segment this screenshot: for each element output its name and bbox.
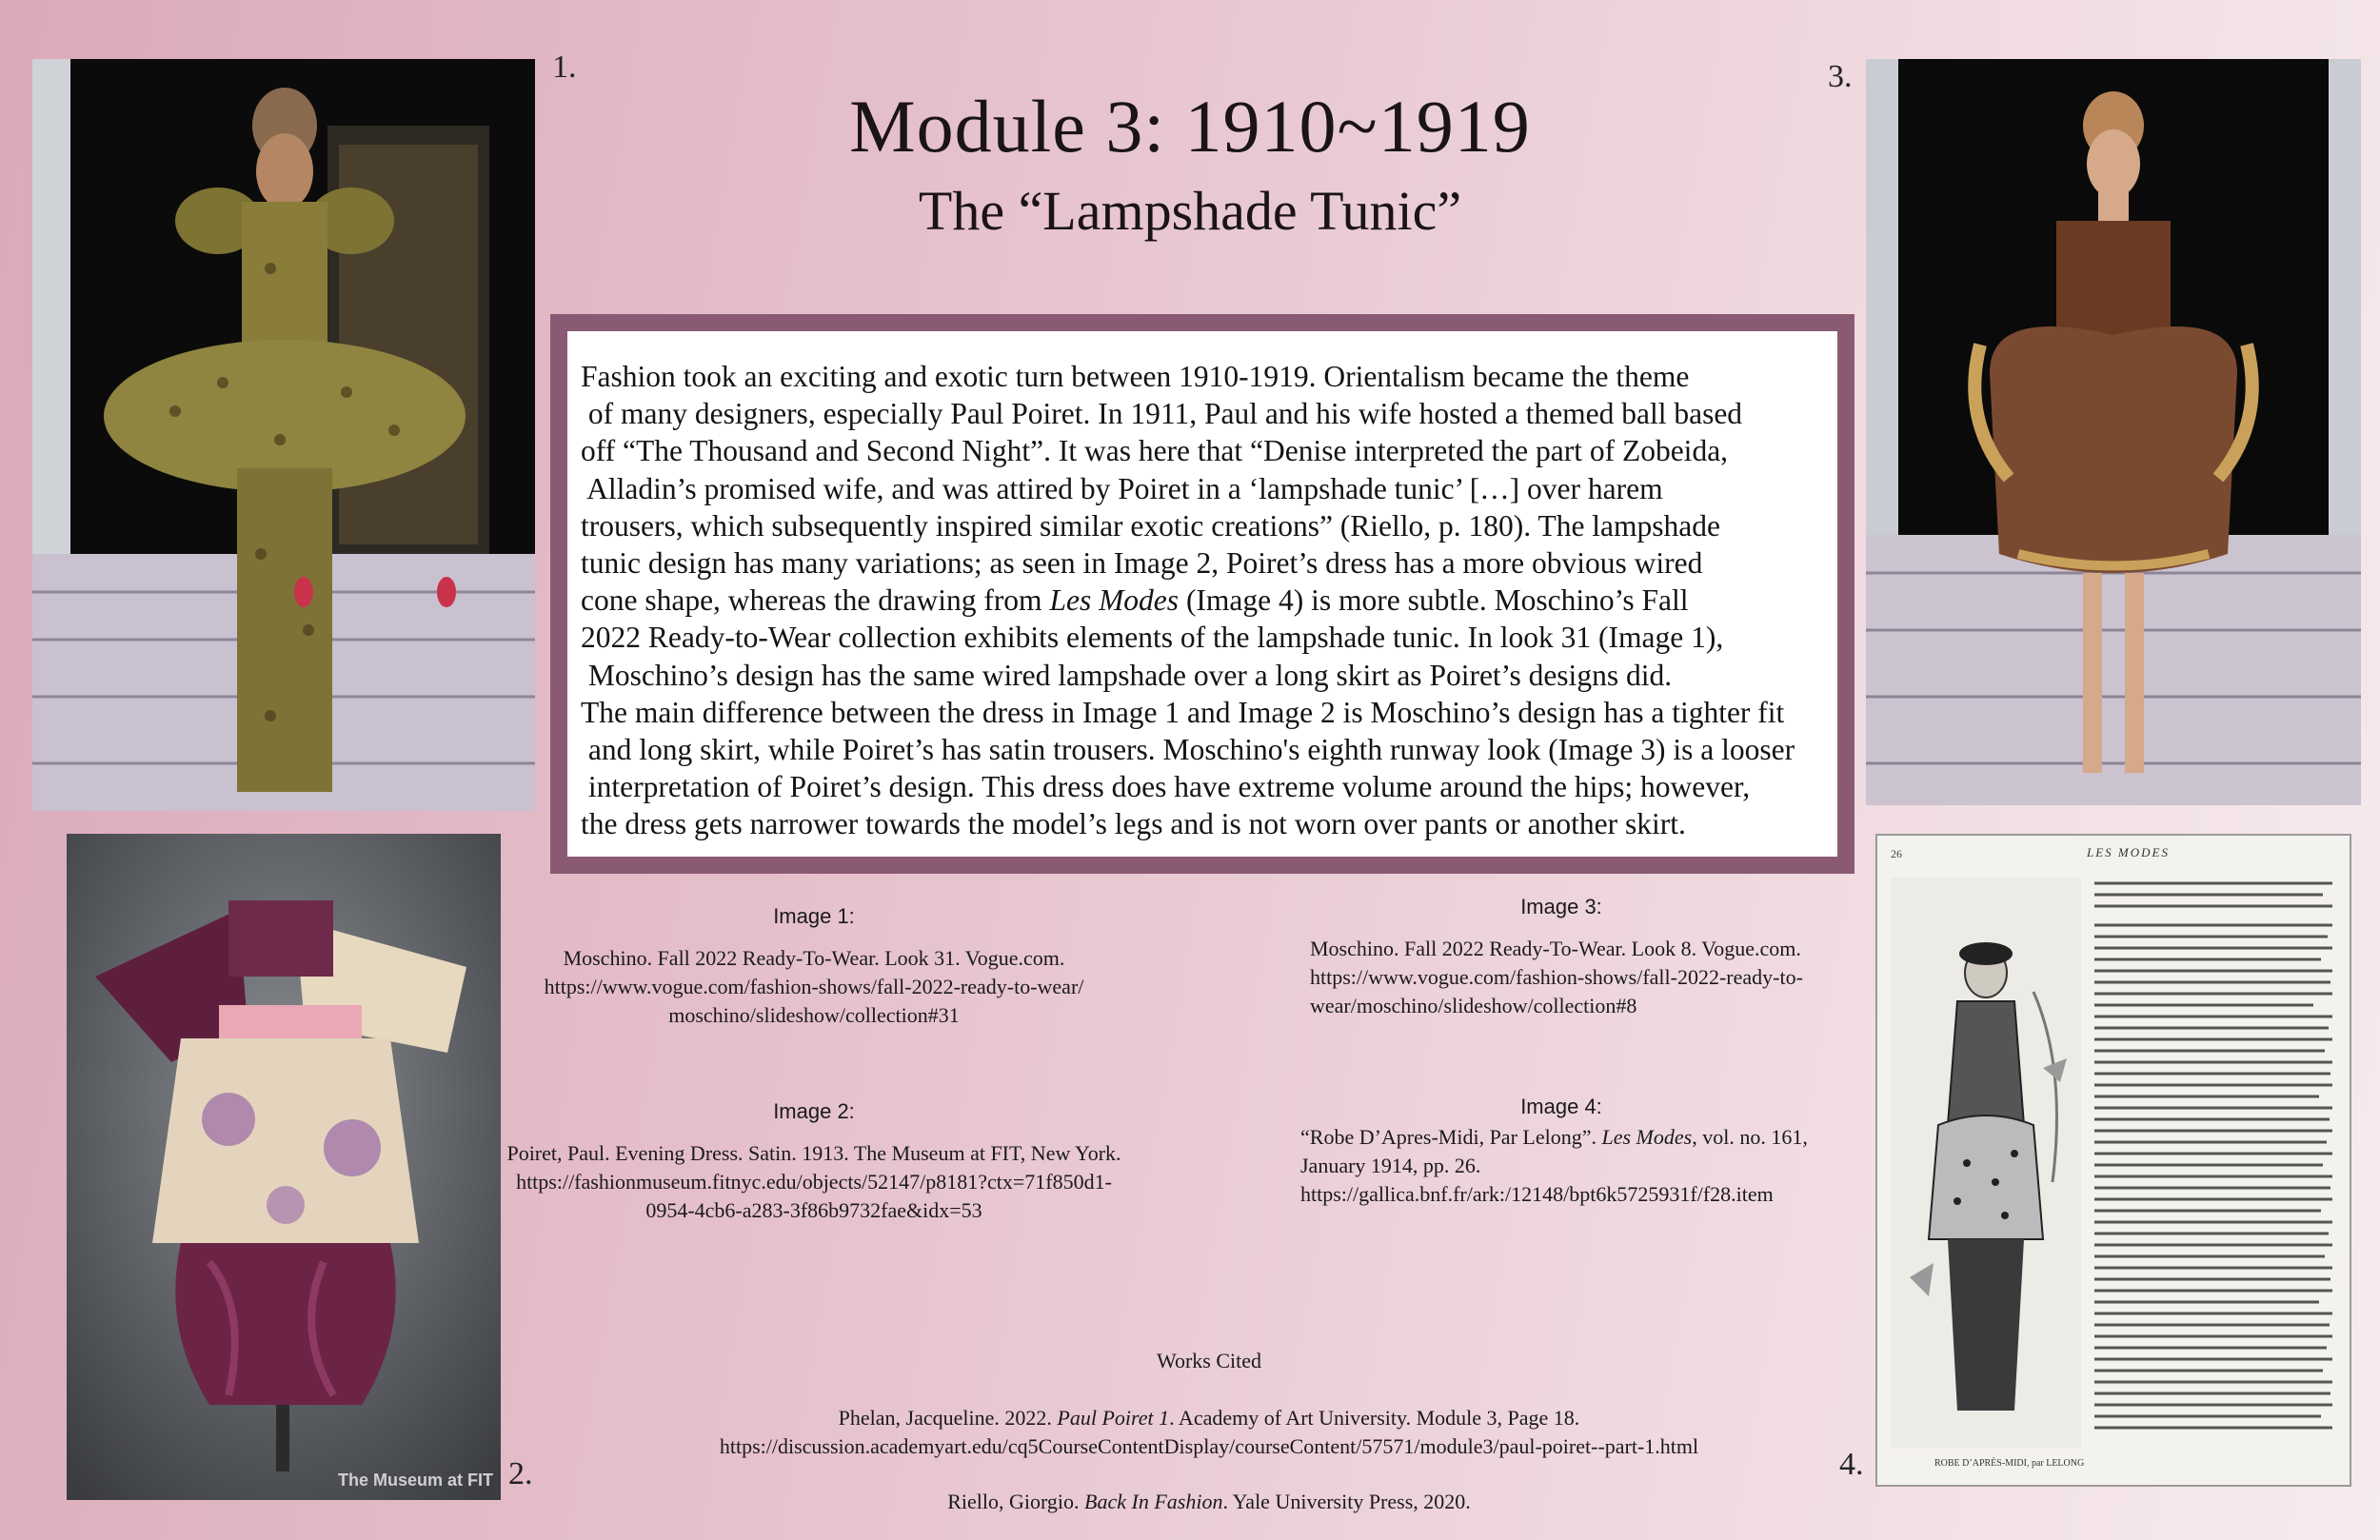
image-3-number: 3. <box>1828 59 1853 94</box>
page-subtitle: The “Lampshade Tunic” <box>918 180 1462 242</box>
caption-heading: Image 4: <box>1520 1095 1602 1118</box>
image-4-caption: ROBE D’APRÈS-MIDI, par LELONG <box>1934 1458 2085 1469</box>
image-1-photo <box>32 59 535 811</box>
citation-italic: Back In Fashion <box>1084 1490 1223 1513</box>
caption-line: January 1914, pp. 26. <box>1300 1154 1481 1177</box>
image-3-caption <box>1295 895 1866 1020</box>
citation-text: Phelan, Jacqueline. 2022. <box>838 1406 1058 1430</box>
image-4-caption-block <box>1295 1095 1866 1209</box>
works-cited <box>609 1347 1809 1516</box>
essay-line: off “The Thousand and Second Night”. It was here that “Denise interpreted the part of Zobeida, <box>581 434 1729 468</box>
essay-line: tunic design has many variations; as seen in Image 2, Poiret’s dress has a more obvious wired <box>581 546 1703 581</box>
caption-text: “Robe D’Apres-Midi, Par Lelong”. <box>1300 1125 1602 1149</box>
caption-heading: Image 1: <box>773 904 855 928</box>
citation-text: Riello, Giorgio. <box>947 1490 1085 1513</box>
essay-frame <box>550 314 1854 874</box>
image-3-photo <box>1866 59 2361 805</box>
essay-line: of many designers, especially Paul Poiret. In 1911, Paul and his wife hosted a themed ball based <box>581 397 1743 431</box>
essay-line: 2022 Ready-to-Wear collection exhibits elements of the lampshade tunic. In look 31 (Image 1), <box>581 621 1724 655</box>
article-text-block <box>2094 878 2340 1449</box>
essay-line: trousers, which subsequently inspired similar exotic creations” (Riello, p. 180). The lampshade <box>581 508 1721 543</box>
caption-line: wear/moschino/slideshow/collection#8 <box>1310 994 1637 1017</box>
image-1-number: 1. <box>552 49 577 85</box>
caption-text: , vol. no. 161, <box>1692 1125 1808 1149</box>
works-cited-entry <box>609 1488 1809 1516</box>
essay-italic-les-modes: Les Modes <box>1049 583 1180 618</box>
essay-text: (Image 4) is more subtle. Moschino’s Fall <box>1179 583 1689 618</box>
caption-line: https://gallica.bnf.fr/ark:/12148/bpt6k5725931f/f28.item <box>1300 1182 1774 1206</box>
essay-body <box>567 331 1837 857</box>
caption-heading: Image 2: <box>773 1099 855 1123</box>
caption-line: https://www.vogue.com/fashion-shows/fall-2022-ready-to-wear/ <box>544 975 1084 998</box>
citation-text: . Academy of Art University. Module 3, Page 18. <box>1169 1406 1580 1430</box>
essay-text: cone shape, whereas the drawing from <box>581 583 1050 618</box>
image-4-page-number: 26 <box>1891 847 1902 860</box>
essay-line: Moschino’s design has the same wired lampshade over a long skirt as Poiret’s designs did. <box>581 658 1673 692</box>
essay-line: the dress gets narrower towards the model’s legs and is not worn over pants or another skirt. <box>581 807 1686 841</box>
works-cited-entry <box>609 1404 1809 1432</box>
caption-heading: Image 3: <box>1520 895 1602 918</box>
image-2-number: 2. <box>508 1456 533 1491</box>
works-cited-heading: Works Cited <box>1156 1349 1262 1372</box>
caption-line: https://fashionmuseum.fitnyc.edu/objects/52147/p8181?ctx=71f850d1- <box>516 1170 1112 1194</box>
caption-line: Poiret, Paul. Evening Dress. Satin. 1913. The Museum at FIT, New York. <box>506 1141 1121 1165</box>
caption-line: 0954-4cb6-a283-3f86b9732fae&idx=53 <box>645 1198 982 1222</box>
image-4-journal-title: LES MODES <box>2087 845 2170 859</box>
fashion-illustration <box>1891 878 2081 1449</box>
museum-watermark: The Museum at FIT <box>337 1471 493 1490</box>
page-title: Module 3: 1910~1919 <box>849 85 1531 168</box>
image-2-caption <box>447 1099 1180 1225</box>
image-1-caption <box>495 904 1133 1030</box>
works-cited-url: https://discussion.academyart.edu/cq5CourseContentDisplay/courseContent/57571/module3/paul-poiret--part-1.html <box>719 1434 1699 1458</box>
image-4-number: 4. <box>1839 1447 1864 1482</box>
image-4-photo <box>1875 834 2351 1487</box>
caption-italic: Les Modes <box>1601 1125 1693 1149</box>
caption-line: Moschino. Fall 2022 Ready-To-Wear. Look 31. Vogue.com. <box>563 946 1065 970</box>
essay-line: interpretation of Poiret’s design. This dress does have extreme volume around the hips; however, <box>581 770 1751 804</box>
essay-line: Alladin’s promised wife, and was attired by Poiret in a ‘lampshade tunic’ […] over harem <box>581 471 1663 505</box>
essay-line: and long skirt, while Poiret’s has satin trousers. Moschino's eighth runway look (Image 3) is a looser <box>581 733 1795 767</box>
essay-line: The main difference between the dress in Image 1 and Image 2 is Moschino’s design has a tighter fit <box>581 695 1785 729</box>
citation-text: . Yale University Press, 2020. <box>1222 1490 1471 1513</box>
caption-line: Moschino. Fall 2022 Ready-To-Wear. Look 8. Vogue.com. <box>1310 937 1801 960</box>
citation-italic: Paul Poiret 1 <box>1057 1406 1170 1430</box>
essay-line <box>581 582 1837 619</box>
caption-line <box>1300 1123 1866 1152</box>
essay-line: Fashion took an exciting and exotic turn between 1910-1919. Orientalism became the theme <box>581 360 1690 393</box>
caption-line: moschino/slideshow/collection#31 <box>668 1003 960 1027</box>
caption-line: https://www.vogue.com/fashion-shows/fall-2022-ready-to- <box>1310 965 1803 989</box>
image-2-photo <box>67 834 501 1500</box>
